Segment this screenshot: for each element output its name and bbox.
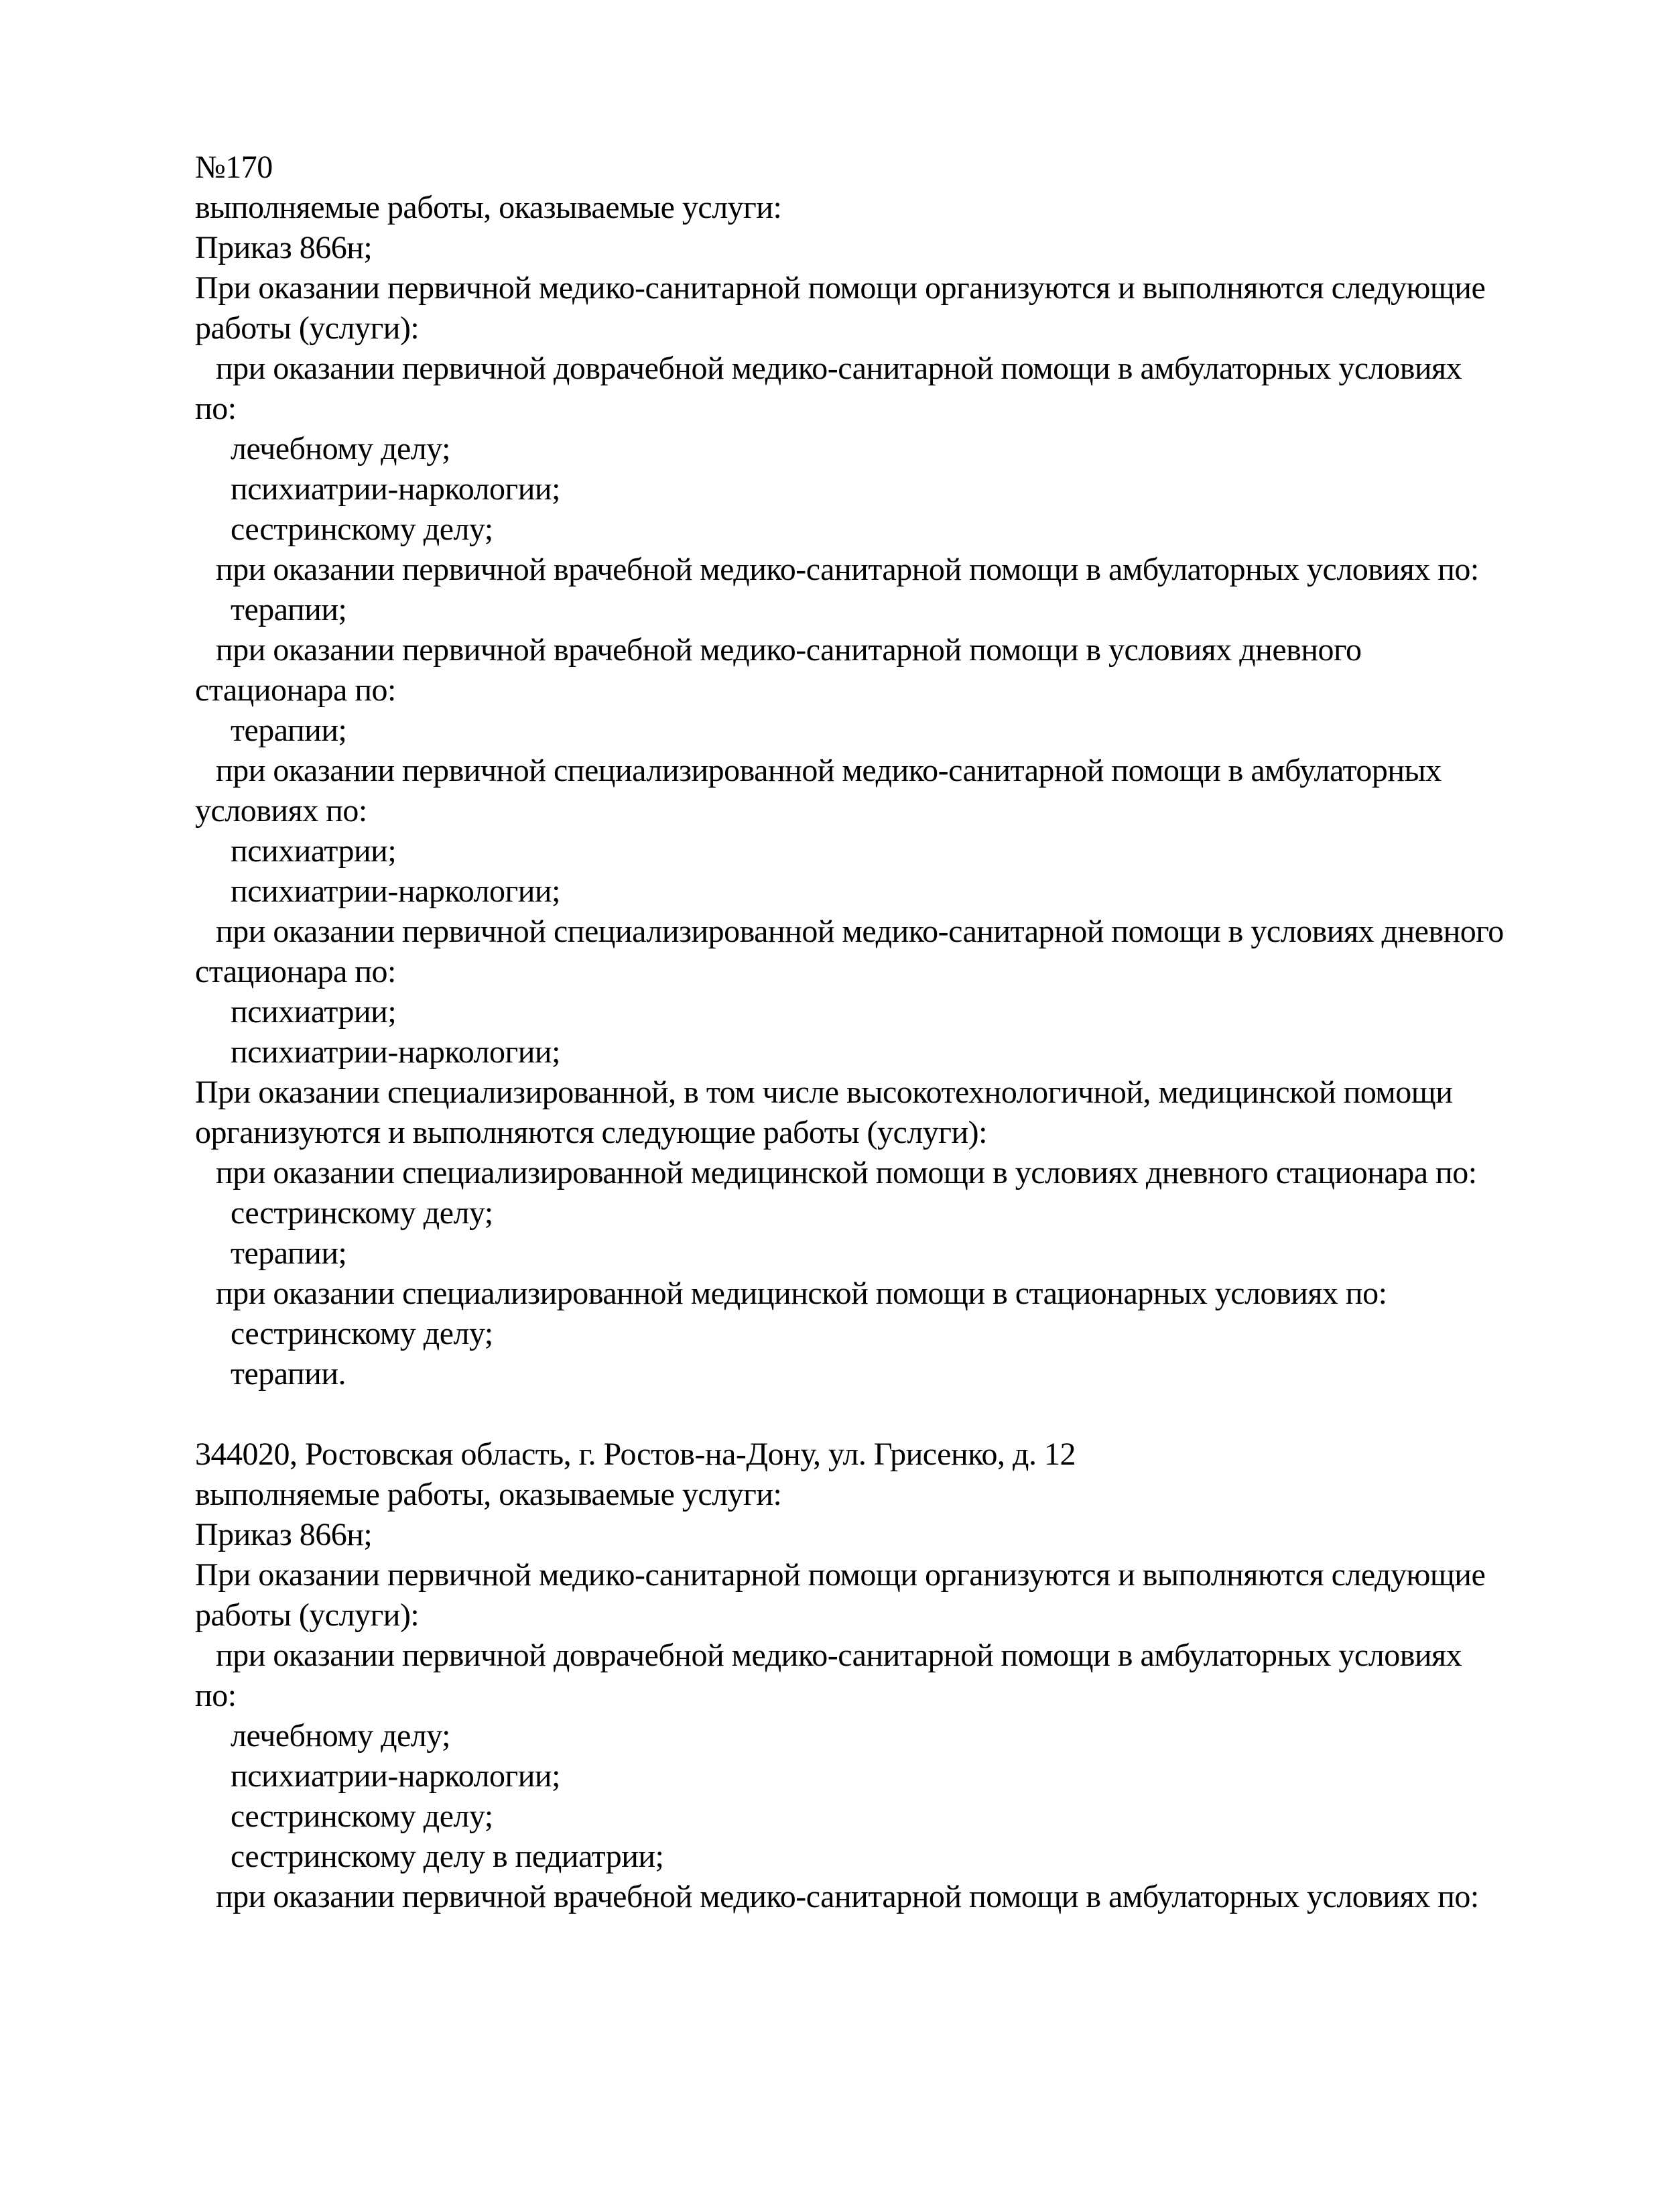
text-line: сестринскому делу в педиатрии; xyxy=(231,1839,664,1874)
text-line: при оказании специализированной медицинской помощи в условиях дневного стационара по: xyxy=(216,1155,1477,1190)
text-line: при оказании специализированной медицинской помощи в стационарных условиях по: xyxy=(216,1276,1387,1311)
text-line: терапии. xyxy=(231,1356,346,1392)
text-line: сестринскому делу; xyxy=(231,1798,493,1834)
text-line: по: xyxy=(195,1678,237,1713)
text-line: №170 xyxy=(195,149,273,185)
text-line xyxy=(195,1394,1576,1434)
text-line: психиатрии-наркологии; xyxy=(231,1758,560,1794)
text-line: при оказании первичной специализированной медико-санитарной помощи в амбулаторных xyxy=(216,753,1442,788)
text-line: при оказании первичной доврачебной медико-санитарной помощи в амбулаторных условиях xyxy=(216,1638,1462,1673)
text-line: работы (услуги): xyxy=(195,1597,420,1633)
text-line: лечебному делу; xyxy=(231,1718,450,1754)
text-line: психиатрии-наркологии; xyxy=(231,1034,560,1070)
text-line: по: xyxy=(195,391,237,426)
text-line: При оказании первичной медико-санитарной помощи организуются и выполняются следующие xyxy=(195,1557,1486,1593)
text-line: организуются и выполняются следующие работы (услуги): xyxy=(195,1115,987,1150)
text-line: сестринскому делу; xyxy=(231,1316,493,1351)
text-line: При оказании первичной медико-санитарной помощи организуются и выполняются следующие xyxy=(195,270,1486,306)
text-line: психиатрии-наркологии; xyxy=(231,471,560,507)
text-line: работы (услуги): xyxy=(195,310,420,346)
text-line: стационара по: xyxy=(195,672,396,708)
text-line: терапии; xyxy=(231,713,347,748)
text-line: при оказании первичной врачебной медико-санитарной помощи в условиях дневного xyxy=(216,632,1362,668)
text-line: сестринскому делу; xyxy=(231,1195,493,1231)
text-line: при оказании первичной доврачебной медико-санитарной помощи в амбулаторных условиях xyxy=(216,351,1462,386)
text-line: психиатрии; xyxy=(231,833,397,869)
text-line: при оказании первичной специализированной медико-санитарной помощи в условиях дневного xyxy=(216,914,1504,949)
text-line: выполняемые работы, оказываемые услуги: xyxy=(195,1477,782,1512)
text-line: лечебному делу; xyxy=(231,431,450,467)
text-line: При оказании специализированной, в том числе высокотехнологичной, медицинской помощи xyxy=(195,1074,1453,1110)
text-line: Приказ 866н; xyxy=(195,230,373,265)
license-works-text-block xyxy=(195,147,1576,1917)
text-line: 344020, Ростовская область, г. Ростов-на-Дону, ул. Грисенко, д. 12 xyxy=(195,1436,1076,1472)
text-line: сестринскому делу; xyxy=(231,511,493,547)
text-line: при оказании первичной врачебной медико-санитарной помощи в амбулаторных условиях по: xyxy=(216,1879,1479,1914)
text-line: терапии; xyxy=(231,592,347,627)
text-line: психиатрии; xyxy=(231,994,397,1030)
text-line: условиях по: xyxy=(195,793,367,828)
text-line: стационара по: xyxy=(195,954,396,989)
text-line: психиатрии-наркологии; xyxy=(231,873,560,909)
text-line: выполняемые работы, оказываемые услуги: xyxy=(195,190,782,225)
text-line: при оказании первичной врачебной медико-санитарной помощи в амбулаторных условиях по: xyxy=(216,552,1479,587)
text-line: Приказ 866н; xyxy=(195,1517,373,1552)
text-line: терапии; xyxy=(231,1235,347,1271)
